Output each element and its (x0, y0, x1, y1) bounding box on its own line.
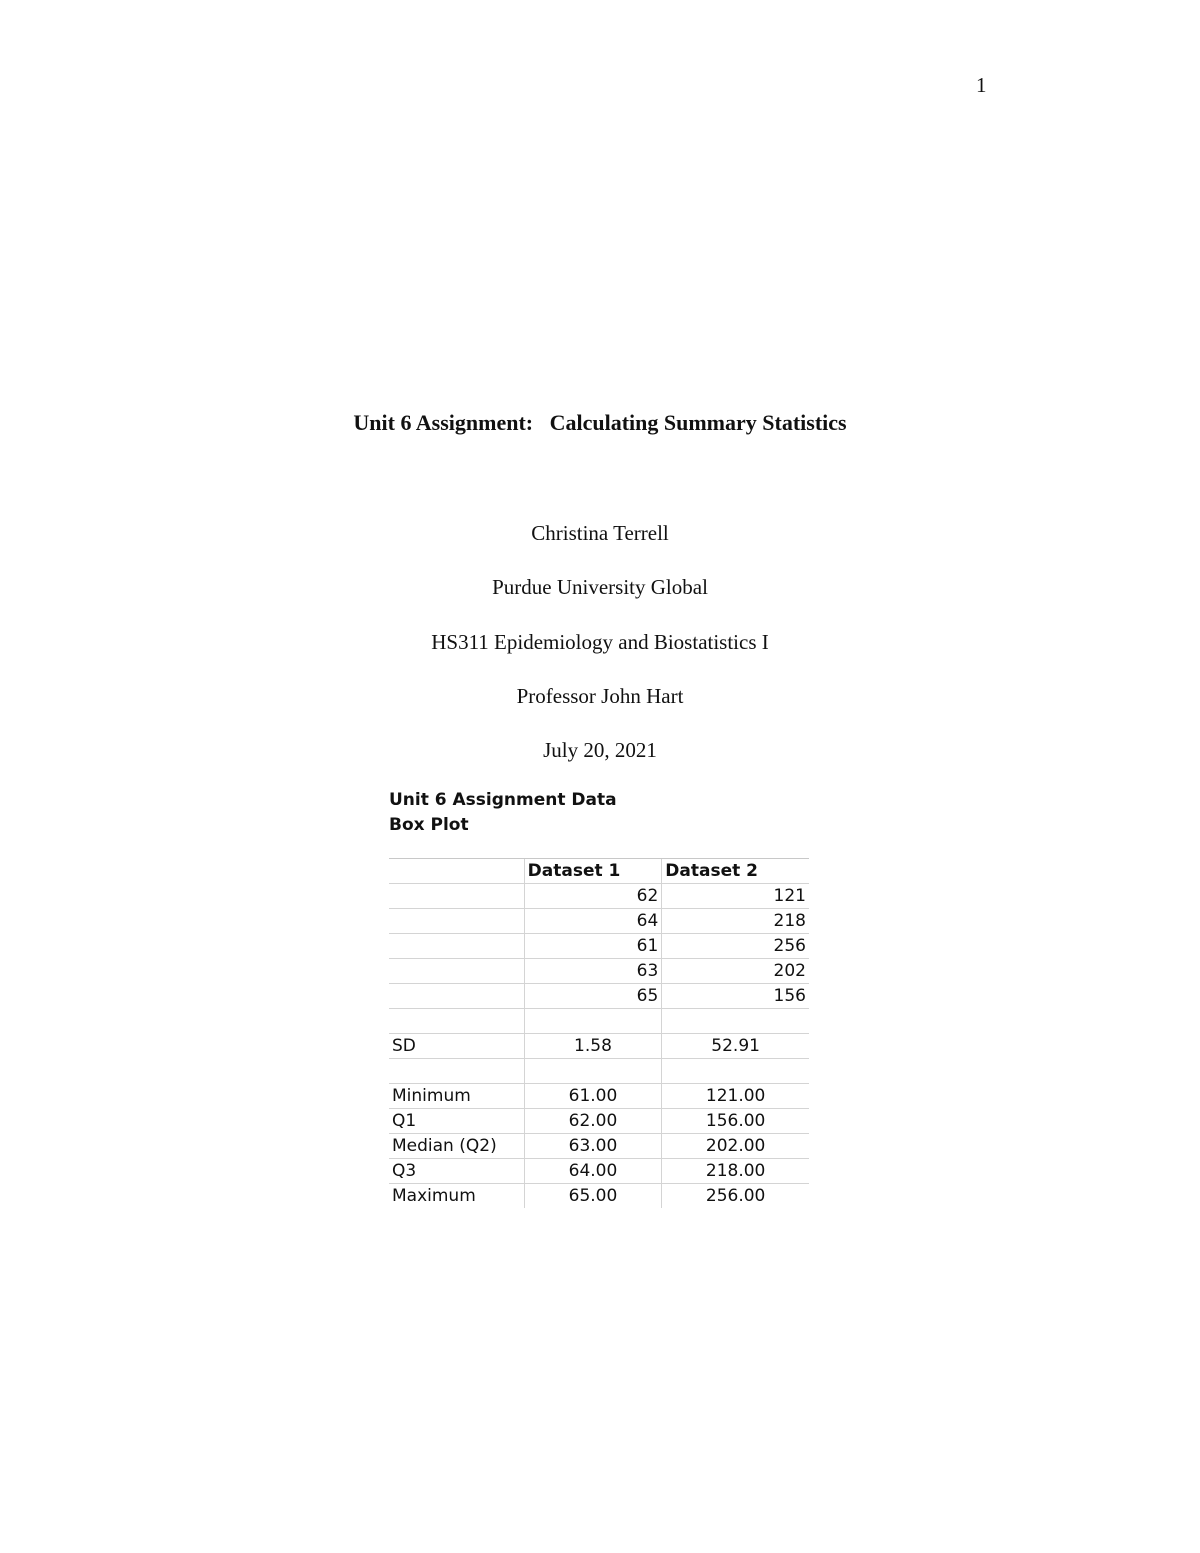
summary-dataset-2: 218.00 (662, 1159, 809, 1184)
summary-row-minimum (389, 1084, 809, 1109)
document-title: Unit 6 Assignment: Calculating Summary Statistics (353, 410, 847, 435)
professor-name: Professor John Hart (516, 684, 684, 708)
table-row (389, 984, 809, 1009)
summary-label: Q3 (389, 1159, 524, 1184)
dataset-2-value: 218 (662, 909, 809, 934)
summary-label: Maximum (389, 1184, 524, 1209)
table-row (389, 909, 809, 934)
dataset-2-value: 256 (662, 934, 809, 959)
summary-dataset-1: 63.00 (524, 1134, 662, 1159)
table-row (389, 959, 809, 984)
summary-dataset-1: 62.00 (524, 1109, 662, 1134)
blank-row (389, 1059, 809, 1084)
header-label-cell (389, 859, 524, 884)
blank-cell (389, 1009, 524, 1034)
institution-name: Purdue University Global (492, 575, 708, 599)
submission-date: July 20, 2021 (543, 738, 657, 762)
summary-dataset-1: 65.00 (524, 1184, 662, 1209)
summary-dataset-1: 61.00 (524, 1084, 662, 1109)
blank-cell (524, 1009, 662, 1034)
dataset-2-value: 156 (662, 984, 809, 1009)
row-label (389, 984, 524, 1009)
page-number: 1 (976, 73, 987, 97)
assignment-data-section (389, 788, 811, 1208)
summary-dataset-2: 256.00 (662, 1184, 809, 1209)
row-label (389, 884, 524, 909)
summary-dataset-1: 64.00 (524, 1159, 662, 1184)
summary-row-median (389, 1134, 809, 1159)
dataset-1-value: 65 (524, 984, 662, 1009)
dataset-1-value: 62 (524, 884, 662, 909)
header-dataset-1: Dataset 1 (524, 859, 662, 884)
blank-cell (389, 1059, 524, 1084)
summary-row-q1 (389, 1109, 809, 1134)
blank-cell (662, 1059, 809, 1084)
summary-row-maximum (389, 1184, 809, 1209)
summary-label: Median (Q2) (389, 1134, 524, 1159)
sd-row (389, 1034, 809, 1059)
dataset-2-value: 121 (662, 884, 809, 909)
course-name: HS311 Epidemiology and Biostatistics I (431, 630, 769, 654)
sd-dataset-1: 1.58 (524, 1034, 662, 1059)
summary-row-q3 (389, 1159, 809, 1184)
sd-dataset-2: 52.91 (662, 1034, 809, 1059)
table-row (389, 884, 809, 909)
dataset-1-value: 64 (524, 909, 662, 934)
row-label (389, 934, 524, 959)
dataset-2-value: 202 (662, 959, 809, 984)
header-dataset-2: Dataset 2 (662, 859, 809, 884)
table-heading: Unit 6 Assignment Data (389, 790, 617, 810)
author-name: Christina Terrell (531, 521, 669, 545)
table-row (389, 934, 809, 959)
blank-cell (662, 1009, 809, 1034)
sd-label: SD (389, 1034, 524, 1059)
data-table (389, 858, 809, 1208)
summary-dataset-2: 202.00 (662, 1134, 809, 1159)
summary-label: Q1 (389, 1109, 524, 1134)
header-row (389, 859, 809, 884)
blank-row (389, 1009, 809, 1034)
table-subheading: Box Plot (389, 815, 469, 835)
blank-cell (524, 1059, 662, 1084)
summary-dataset-2: 121.00 (662, 1084, 809, 1109)
dataset-1-value: 61 (524, 934, 662, 959)
row-label (389, 909, 524, 934)
row-label (389, 959, 524, 984)
summary-dataset-2: 156.00 (662, 1109, 809, 1134)
summary-label: Minimum (389, 1084, 524, 1109)
dataset-1-value: 63 (524, 959, 662, 984)
